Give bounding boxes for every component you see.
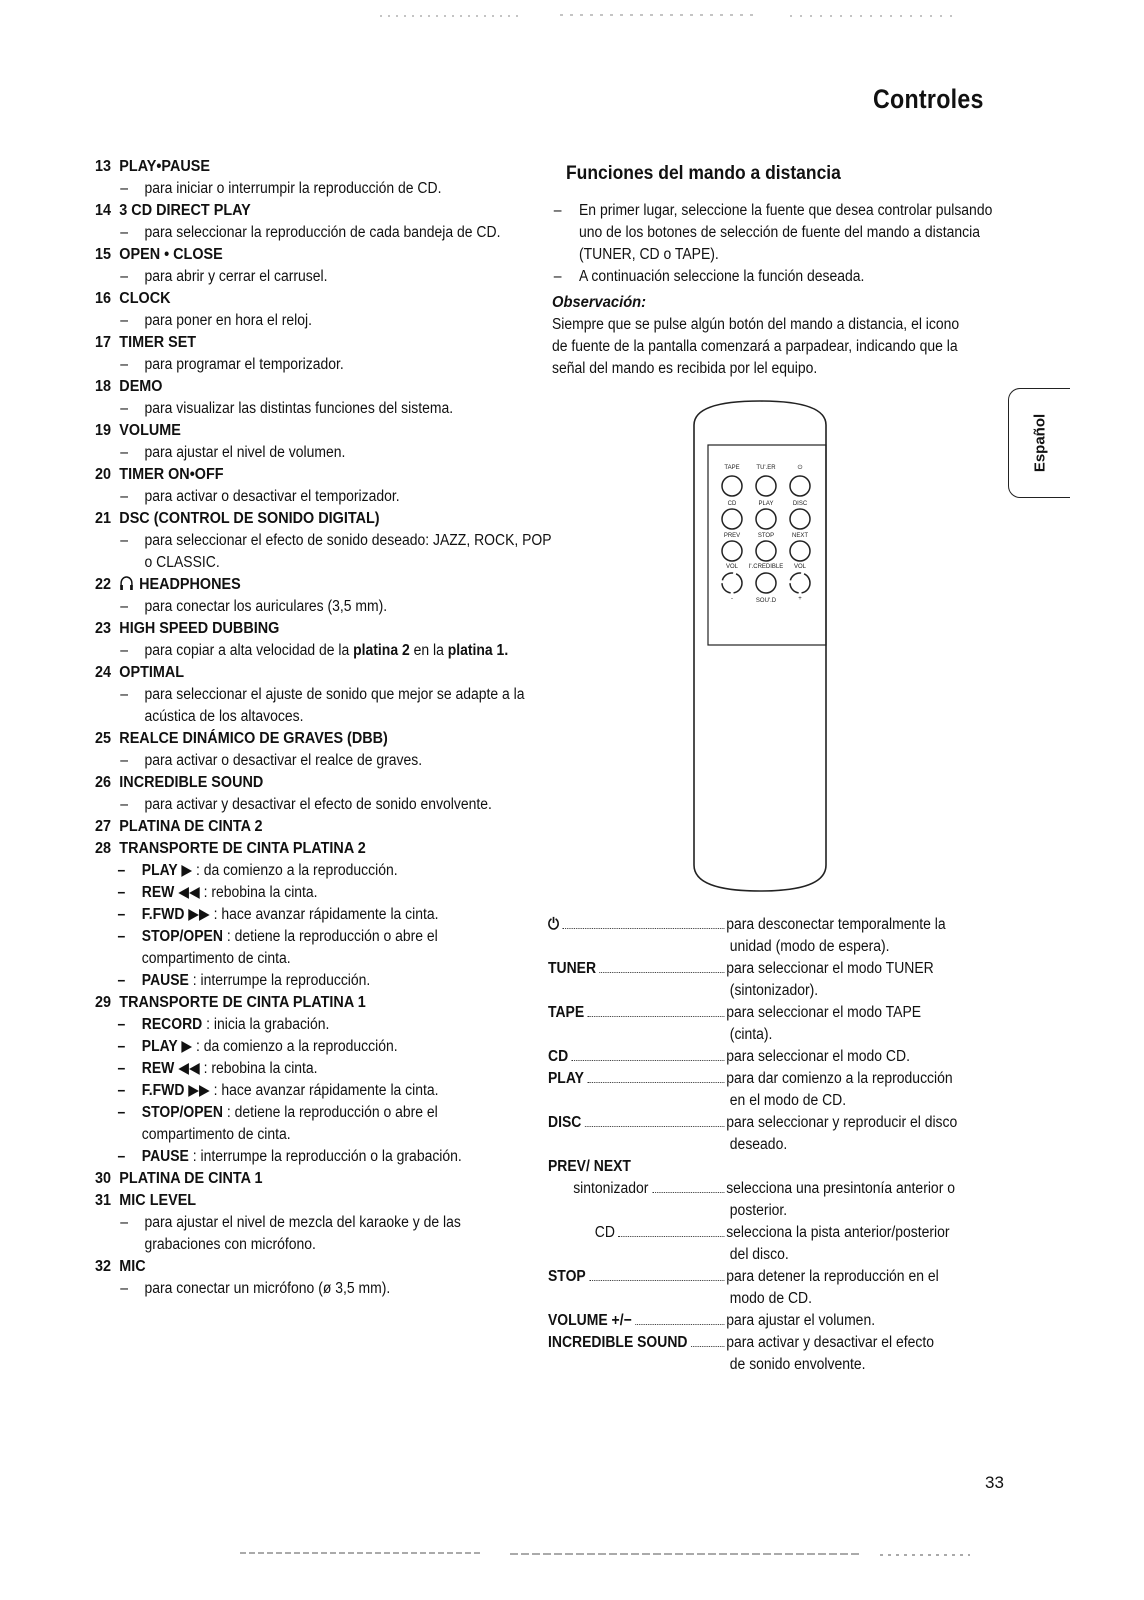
legend-desc: para seleccionar el modo TUNER (726, 960, 934, 977)
legend-row (548, 1156, 998, 1178)
legend-key: DISC (548, 1114, 582, 1131)
control-entry (95, 992, 545, 1168)
control-entry (95, 376, 545, 420)
control-entry (95, 838, 545, 992)
legend-key: CD (548, 1048, 569, 1065)
stop-button (756, 541, 776, 561)
entry-desc: – para conectar los auriculares (3,5 mm). (95, 596, 572, 618)
legend-desc: selecciona una presintonía anterior o (726, 1180, 955, 1197)
instruction-item: – A continuación seleccione la función deseada. (552, 266, 1002, 288)
deck1-item: – REW ◀◀ : rebobina la cinta. (95, 1058, 569, 1080)
entry-number: 16 (95, 290, 112, 307)
entry-label: MIC (119, 1258, 146, 1275)
control-entry (95, 332, 545, 376)
volume-up-button (790, 573, 810, 593)
legend-row (548, 914, 998, 936)
legend-desc: para detener la reproducción en el (726, 1268, 939, 1285)
remote-label: PREV (723, 533, 741, 539)
power-icon: ⏻ (548, 916, 560, 933)
remote-label: DISC (792, 501, 808, 507)
legend-desc-cont: deseado. (729, 1136, 788, 1153)
entry-desc: – para iniciar o interrumpir la reproducción de CD. (95, 178, 572, 200)
next-button (790, 541, 810, 561)
entry-desc: – para conectar un micrófono (ø 3,5 mm). (95, 1278, 572, 1300)
control-entry (95, 1168, 545, 1190)
remote-label: TU'.ER (756, 465, 776, 471)
entry-label: OPEN • CLOSE (119, 246, 223, 263)
section-title: Funciones del mando a distancia (566, 163, 841, 184)
legend-key: TUNER (548, 960, 597, 977)
entry-label: TIMER ON•OFF (119, 466, 224, 483)
legend-row (548, 1068, 998, 1090)
note-text: Siempre que se pulse algún botón del mando a distancia, el icono de fuente de la pantalla comenzará a parpadear, indicando que la señal del mando es recibida por lel equipo. (552, 316, 960, 377)
entry-label: PLATINA DE CINTA 1 (119, 1170, 263, 1187)
deck2-item: – REW ◀◀ : rebobina la cinta. (95, 882, 569, 904)
entry-label: TIMER SET (119, 334, 197, 351)
disc-button (790, 509, 810, 529)
entry-desc: – para activar y desactivar el efecto de sonido envolvente. (95, 794, 572, 816)
entry-number: 23 (95, 620, 112, 637)
legend-desc: para seleccionar y reproducir el disco (726, 1114, 958, 1131)
control-entry (95, 156, 545, 200)
legend-key: INCREDIBLE SOUND (548, 1334, 688, 1351)
deck2-item: – STOP/OPEN : detiene la reproducción o abre el compartimento de cinta. (95, 926, 529, 970)
remote-label: VOL (793, 564, 807, 570)
language-tab-label: Español (1031, 413, 1048, 473)
control-entry (95, 574, 545, 618)
entry-desc: – para programar el temporizador. (95, 354, 572, 376)
entry-label: DSC (CONTROL DE SONIDO DIGITAL) (119, 510, 380, 527)
legend-row (548, 1310, 998, 1332)
remote-label: + (798, 596, 802, 602)
remote-label: PLAY (758, 501, 774, 507)
control-entry (95, 200, 545, 244)
deck2-item: – F.FWD ▶▶ : hace avanzar rápidamente la cinta. (95, 904, 569, 926)
legend-key: TAPE (548, 1004, 585, 1021)
remote-label: SOU'.D (755, 598, 777, 604)
control-entry (95, 1190, 545, 1256)
entry-number: 28 (95, 840, 112, 857)
entry-number: 32 (95, 1258, 112, 1275)
legend-key: PREV/ NEXT (548, 1158, 631, 1175)
legend-row (548, 1266, 998, 1288)
control-entry (95, 244, 545, 288)
entry-number: 13 (95, 158, 112, 175)
control-entry (95, 464, 545, 508)
deck2-item: – PAUSE : interrumpe la reproducción. (95, 970, 569, 992)
deck1-item: – STOP/OPEN : detiene la reproducción o abre el compartimento de cinta. (95, 1102, 529, 1146)
remote-label: CD (727, 501, 737, 507)
legend-row (548, 1222, 998, 1244)
deck1-item: – RECORD : inicia la grabación. (95, 1014, 569, 1036)
control-entry (95, 662, 545, 728)
legend-key: STOP (548, 1268, 586, 1285)
entry-label: REALCE DINÁMICO DE GRAVES (DBB) (119, 730, 388, 747)
entry-desc: – para abrir y cerrar el carrusel. (95, 266, 572, 288)
entry-label: TRANSPORTE DE CINTA PLATINA 1 (119, 994, 366, 1011)
deck1-item: – PLAY ▶ : da comienzo a la reproducción. (95, 1036, 569, 1058)
control-entry (95, 816, 545, 838)
entry-number: 19 (95, 422, 112, 439)
entry-label: PLATINA DE CINTA 2 (119, 818, 263, 835)
legend-row (548, 1002, 998, 1024)
entry-desc: – para copiar a alta velocidad de la platina 2 en la platina 1. (95, 640, 523, 662)
page-title: Controles (873, 84, 984, 114)
entry-number: 26 (95, 774, 112, 791)
entry-desc: – para seleccionar el efecto de sonido deseado: JAZZ, ROCK, POP o CLASSIC. (95, 530, 559, 574)
tuner-button (756, 476, 776, 496)
entry-label: VOLUME (119, 422, 181, 439)
entry-label: MIC LEVEL (119, 1192, 197, 1209)
headphones-icon (119, 574, 139, 596)
entry-desc: – para activar o desactivar el realce de graves. (95, 750, 572, 772)
standby-button (790, 476, 810, 496)
remote-control-illustration (680, 395, 850, 895)
note-title: Observación: (552, 294, 647, 311)
entry-number: 18 (95, 378, 112, 395)
remote-label: I'.CREDIBLE (748, 564, 784, 570)
legend-desc-cont: de sonido envolvente. (729, 1356, 866, 1373)
legend-desc: para ajustar el volumen. (726, 1312, 876, 1329)
legend-desc: selecciona la pista anterior/posterior (726, 1224, 950, 1241)
legend-key: sintonizador (573, 1180, 649, 1197)
scan-artifact-top (0, 6, 1144, 26)
scan-artifact-bottom (0, 1545, 1144, 1565)
legend-desc-cont: (cinta). (729, 1026, 773, 1043)
language-tab (1008, 388, 1070, 498)
legend-desc: para seleccionar el modo CD. (726, 1048, 910, 1065)
remote-label: STOP (757, 533, 775, 539)
remote-label: VOL (725, 564, 739, 570)
entry-number: 31 (95, 1192, 112, 1209)
legend-row (548, 958, 998, 980)
control-entry (95, 1256, 545, 1300)
legend-desc: para dar comienzo a la reproducción (726, 1070, 953, 1087)
remote-label: ⏻ (797, 465, 803, 471)
legend-desc-cont: modo de CD. (729, 1290, 812, 1307)
remote-label: - (731, 596, 733, 602)
legend-row (548, 1046, 998, 1068)
legend-desc-cont: unidad (modo de espera). (729, 938, 890, 955)
entry-number: 25 (95, 730, 112, 747)
entry-desc: – para ajustar el nivel de volumen. (95, 442, 572, 464)
remote-section (552, 162, 992, 380)
entry-label: OPTIMAL (119, 664, 185, 681)
entry-number: 17 (95, 334, 112, 351)
entry-number: 15 (95, 246, 112, 263)
legend-row (548, 1332, 998, 1354)
entry-label: INCREDIBLE SOUND (119, 774, 264, 791)
entry-label: HEADPHONES (139, 576, 241, 593)
cd-button (722, 509, 742, 529)
entry-desc: – para seleccionar la reproducción de cada bandeja de CD. (95, 222, 572, 244)
legend-key: CD (594, 1224, 615, 1241)
entry-label: HIGH SPEED DUBBING (119, 620, 280, 637)
legend-desc-cont: del disco. (729, 1246, 789, 1263)
control-entry (95, 288, 545, 332)
legend-row (548, 1112, 998, 1134)
entry-number: 22 (95, 576, 112, 593)
incredible-sound-button (756, 573, 776, 593)
instruction-item: – En primer lugar, seleccione la fuente que desea controlar pulsando uno de los botones de selección de fuente del mando a distancia (TUNER, CD o TAPE). (552, 200, 1002, 266)
entry-number: 30 (95, 1170, 112, 1187)
entry-label: TRANSPORTE DE CINTA PLATINA 2 (119, 840, 366, 857)
deck2-item: – PLAY ▶ : da comienzo a la reproducción. (95, 860, 569, 882)
entry-label: PLAY•PAUSE (119, 158, 210, 175)
entry-number: 29 (95, 994, 112, 1011)
deck1-item: – F.FWD ▶▶ : hace avanzar rápidamente la cinta. (95, 1080, 569, 1102)
entry-desc: – para poner en hora el reloj. (95, 310, 572, 332)
remote-label: NEXT (791, 533, 809, 539)
legend-desc-cont: posterior. (729, 1202, 788, 1219)
legend-desc: para seleccionar el modo TAPE (726, 1004, 922, 1021)
legend-desc: para desconectar temporalmente la (726, 916, 946, 933)
legend-key: PLAY (548, 1070, 584, 1087)
legend-desc-cont: en el modo de CD. (729, 1092, 847, 1109)
entry-number: 14 (95, 202, 112, 219)
entry-desc: – para seleccionar el ajuste de sonido que mejor se adapte a la acústica de los altavoces. (95, 684, 532, 728)
entry-desc: – para visualizar las distintas funciones del sistema. (95, 398, 572, 420)
deck1-item: – PAUSE : interrumpe la reproducción o la grabación. (95, 1146, 569, 1168)
control-entry (95, 508, 552, 574)
play-button (756, 509, 776, 529)
prev-button (722, 541, 742, 561)
entry-number: 24 (95, 664, 112, 681)
entry-desc: – para ajustar el nivel de mezcla del karaoke y de las grabaciones con micrófono. (95, 1212, 541, 1256)
page-number: 33 (985, 1473, 1004, 1492)
remote-label: TAPE (724, 465, 740, 471)
volume-down-button (722, 573, 742, 593)
entry-number: 27 (95, 818, 112, 835)
tape-button (722, 476, 742, 496)
entry-label: CLOCK (119, 290, 171, 307)
legend-desc: para activar y desactivar el efecto (726, 1334, 935, 1351)
entry-number: 20 (95, 466, 112, 483)
entry-desc: – para activar o desactivar el temporizador. (95, 486, 572, 508)
remote-function-legend (548, 914, 1008, 1376)
entry-label: DEMO (119, 378, 163, 395)
entry-number: 21 (95, 510, 112, 527)
entry-label: 3 CD DIRECT PLAY (119, 202, 251, 219)
controls-list (95, 156, 552, 1300)
control-entry (95, 772, 545, 816)
legend-desc-cont: (sintonizador). (729, 982, 819, 999)
control-entry (95, 728, 545, 772)
legend-row (548, 1178, 998, 1200)
control-entry (95, 618, 545, 662)
legend-key: VOLUME +/− (548, 1312, 632, 1329)
control-entry (95, 420, 545, 464)
